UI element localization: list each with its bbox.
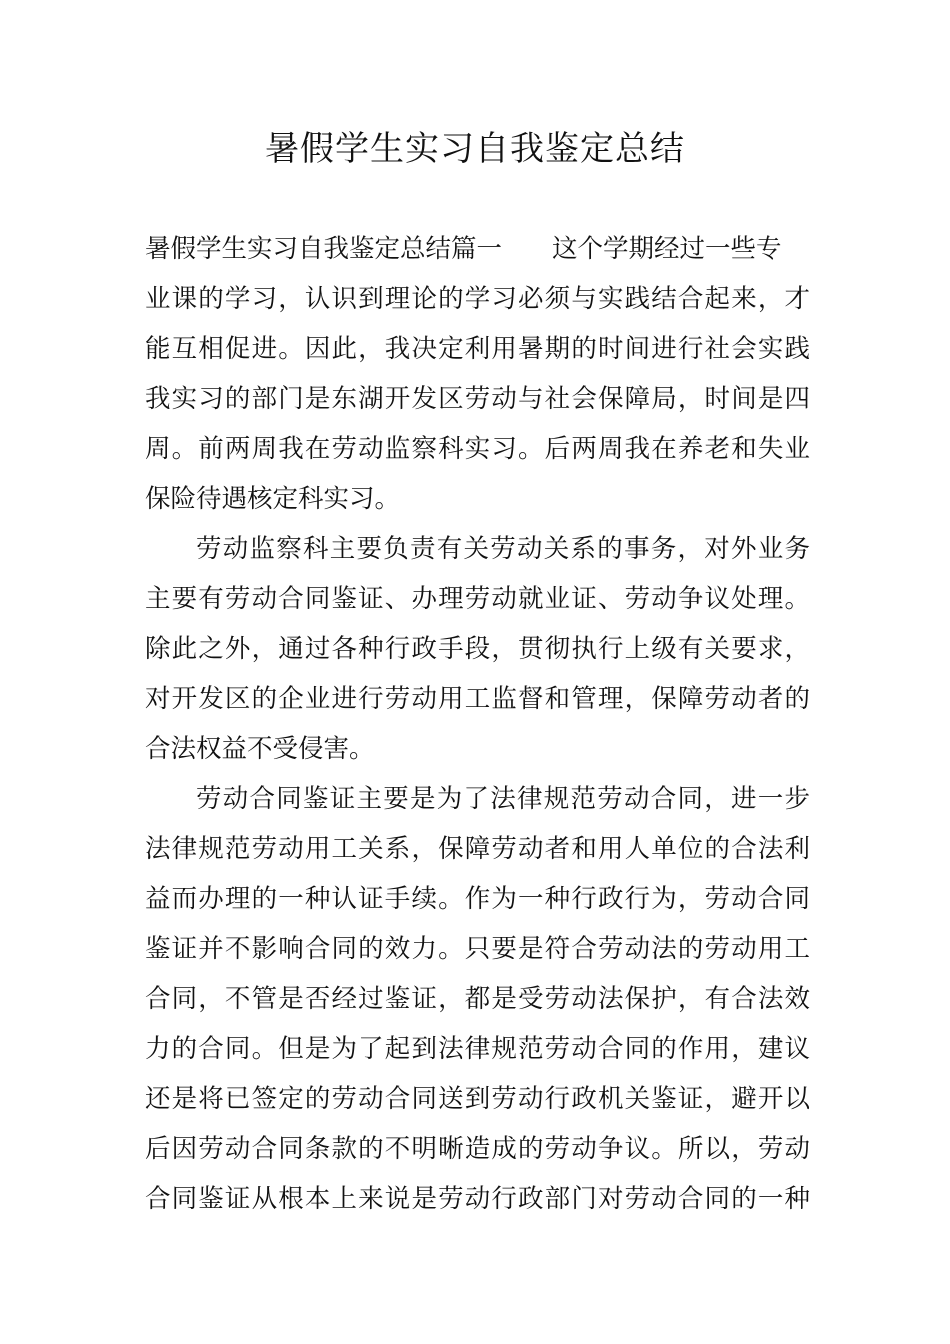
document-title: 暑假学生实习自我鉴定总结 [265,129,685,169]
text-line: 还是将已签定的劳动合同送到劳动行政机关鉴证，避开以 [145,1084,810,1114]
section-heading: 暑假学生实习自我鉴定总结篇一 [145,234,503,264]
text-line: 后因劳动合同条款的不明晰造成的劳动争议。所以，劳动 [145,1134,810,1164]
text-line: 周。前两周我在劳动监察科实习。后两周我在养老和失业 [145,434,810,464]
text-line: 业课的学习，认识到理论的学习必须与实践结合起来，才 [145,284,810,314]
text-line: 鉴证并不影响合同的效力。只要是符合劳动法的劳动用工 [145,934,810,964]
text-line [145,224,810,274]
text-line: 益而办理的一种认证手续。作为一种行政行为，劳动合同 [145,884,810,914]
text-line: 保险待遇核定科实习。 [145,484,401,514]
text-line: 劳动合同鉴证主要是为了法律规范劳动合同，进一步 [196,784,810,814]
text-line: 合同，不管是否经过鉴证，都是受劳动法保护，有合法效 [145,984,810,1014]
text-line: 法律规范劳动用工关系，保障劳动者和用人单位的合法利 [145,834,810,864]
text-line: 我实习的部门是东湖开发区劳动与社会保障局，时间是四 [145,384,810,414]
text-line: 除此之外，通过各种行政手段，贯彻执行上级有关要求， [145,634,810,664]
text-line: 对开发区的企业进行劳动用工监督和管理，保障劳动者的 [145,684,810,714]
text-line: 劳动监察科主要负责有关劳动关系的事务，对外业务 [196,534,810,564]
text-line: 合同鉴证从根本上来说是劳动行政部门对劳动合同的一种 [145,1184,810,1214]
text-segment: 这个学期经过一些专 [552,234,782,264]
text-line: 能互相促进。因此，我决定利用暑期的时间进行社会实践 [145,334,810,364]
text-line: 主要有劳动合同鉴证、办理劳动就业证、劳动争议处理。 [145,584,810,614]
text-line: 力的合同。但是为了起到法律规范劳动合同的作用，建议 [145,1034,810,1064]
text-line: 合法权益不受侵害。 [145,734,375,764]
